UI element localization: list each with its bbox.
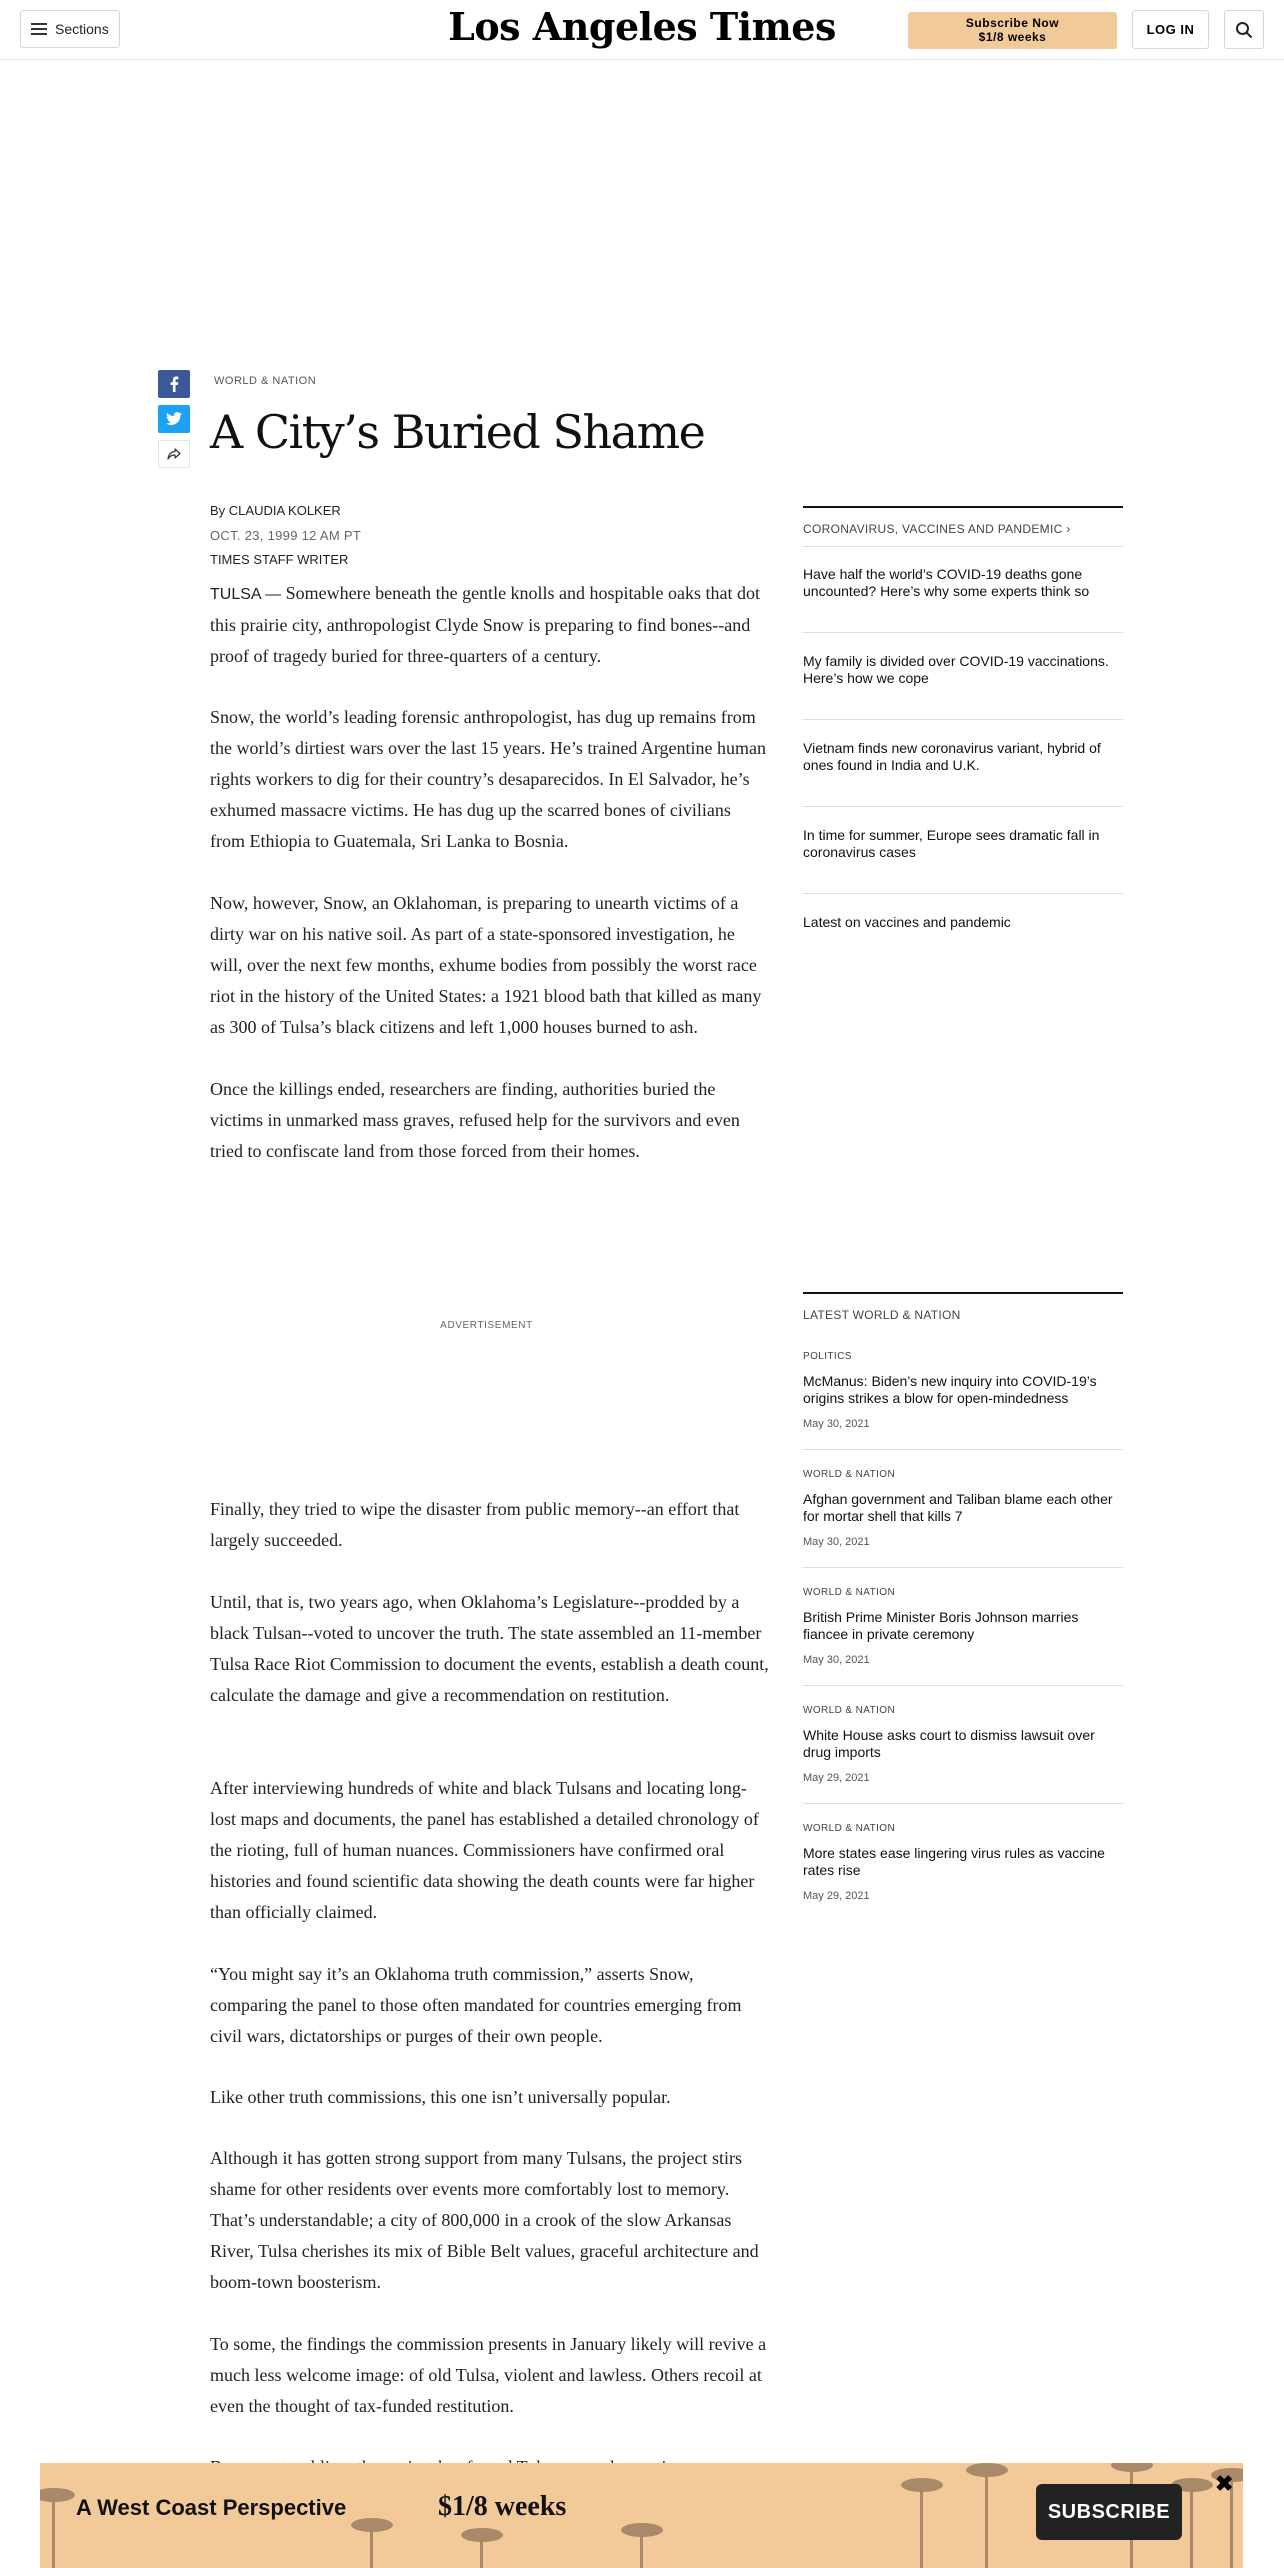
- article-paragraph: After interviewing hundreds of white and black Tulsans and locating long-lost maps and documents, the panel has established a detailed chronology of the rioting, full of human nuances. Commissioners have confirmed oral histories and found scientific data showing the death counts were far higher than officially claimed.: [210, 1778, 759, 1922]
- sidebar-divider: [803, 806, 1123, 807]
- article-headline: A City’s Buried Shame: [210, 405, 705, 459]
- facebook-share-button[interactable]: [158, 370, 190, 398]
- article-paragraph: Now, however, Snow, an Oklahoman, is preparing to unearth victims of a dirty war on his native soil. As part of a state-sponsored investigation, he will, over the next few months, exhume bodies from possibly the worst race riot in the history of the United States: a 1921 blood bath that killed as many as 300 of Tulsa’s black citizens and left 1,000 houses burned to ash.: [210, 893, 762, 1037]
- story-category[interactable]: POLITICS: [803, 1351, 852, 1362]
- search-icon: [1235, 21, 1253, 39]
- search-button[interactable]: [1224, 10, 1264, 49]
- paragraph-text: Somewhere beneath the gentle knolls and hospitable oaks that dot this prairie city, anthropologist Clyde Snow is preparing to find bones--and proof of tragedy buried for three-quarters of a century.: [210, 583, 761, 666]
- banner-title: A West Coast Perspective: [76, 2495, 347, 2520]
- author-title: TIMES STAFF WRITER: [210, 552, 349, 567]
- advertisement-label: ADVERTISEMENT: [440, 1320, 533, 1331]
- banner-subscribe-button[interactable]: SUBSCRIBE: [1036, 2484, 1182, 2540]
- article-paragraph: “You might say it’s an Oklahoma truth commission,” asserts Snow, comparing the panel to those often mandated for countries emerging from civil wars, dictatorships or purges of their own people.: [210, 1964, 742, 2046]
- facebook-icon: [169, 376, 179, 392]
- story-category[interactable]: WORLD & NATION: [803, 1705, 896, 1716]
- section-kicker[interactable]: WORLD & NATION: [214, 375, 317, 387]
- latest-story-link[interactable]: McManus: Biden’s new inquiry into COVID-19’s origins strikes a blow for open-mindedness: [803, 1373, 1097, 1406]
- sidebar-divider: [803, 1449, 1123, 1450]
- story-category[interactable]: WORLD & NATION: [803, 1823, 896, 1834]
- story-date: May 29, 2021: [803, 1772, 870, 1784]
- latest-module-title[interactable]: LATEST WORLD & NATION: [803, 1308, 961, 1322]
- article-paragraph: Until, that is, two years ago, when Oklahoma’s Legislature--prodded by a black Tulsan--voted to uncover the truth. The state assembled an 11-member Tulsa Race Riot Commission to document the events, establish a death count, calculate the damage and give a recommendation on restitution.: [210, 1592, 769, 1705]
- dateline-location: TULSA —: [210, 586, 282, 603]
- article-paragraph: Once the killings ended, researchers are finding, authorities buried the victims in unmarked mass graves, refused help for the survivors and even tried to confiscate land from those forced from their homes.: [210, 1079, 740, 1161]
- site-logo[interactable]: Los Angeles Times: [448, 4, 836, 49]
- covid-story-link[interactable]: Vietnam finds new coronavirus variant, hybrid of ones found in India and U.K.: [803, 740, 1101, 773]
- article-paragraph: Snow, the world’s leading forensic anthropologist, has dug up remains from the world’s dirtiest wars over the last 15 years. He’s trained Argentine human rights workers to dig for their country’s desaparecidos. In El Salvador, he’s exhumed massacre victims. He has dug up the scarred bones of civilians from Ethiopia to Guatemala, Sri Lanka to Bosnia.: [210, 707, 767, 851]
- latest-story-link[interactable]: Afghan government and Taliban blame each other for mortar shell that kills 7: [803, 1491, 1113, 1524]
- latest-story-link[interactable]: British Prime Minister Boris Johnson marries fiancee in private ceremony: [803, 1609, 1079, 1642]
- subscribe-line2: $1/8 weeks: [978, 30, 1047, 44]
- story-category[interactable]: WORLD & NATION: [803, 1469, 896, 1480]
- covid-story-link[interactable]: My family is divided over COVID-19 vaccinations. Here’s how we cope: [803, 653, 1109, 686]
- subscription-banner: [40, 2463, 1243, 2568]
- byline-prefix: By: [210, 503, 226, 518]
- sidebar-divider: [803, 546, 1123, 547]
- covid-module-title-text: CORONAVIRUS, VACCINES AND PANDEMIC: [803, 522, 1063, 536]
- chevron-right-icon: ›: [1066, 522, 1071, 536]
- byline: [210, 503, 341, 518]
- site-header: [0, 0, 1284, 60]
- subscribe-button[interactable]: [908, 12, 1117, 49]
- login-button[interactable]: LOG IN: [1132, 10, 1209, 49]
- sidebar-divider: [803, 1685, 1123, 1686]
- article-paragraph: Finally, they tried to wipe the disaster from public memory--an effort that largely succeeded.: [210, 1499, 740, 1550]
- covid-story-link[interactable]: In time for summer, Europe sees dramatic fall in coronavirus cases: [803, 827, 1100, 860]
- sidebar-rule: [803, 1292, 1123, 1294]
- story-date: May 30, 2021: [803, 1536, 870, 1548]
- sidebar-divider: [803, 1567, 1123, 1568]
- banner-price: $1/8 weeks: [438, 2491, 567, 2522]
- sidebar-divider: [803, 719, 1123, 720]
- covid-story-link[interactable]: Have half the world’s COVID-19 deaths gone uncounted? Here’s why some experts think so: [803, 566, 1090, 599]
- close-icon[interactable]: ✖: [1215, 2471, 1234, 2496]
- article-paragraph: Like other truth commissions, this one isn’t universally popular.: [210, 2087, 671, 2107]
- covid-module-title[interactable]: [803, 522, 1123, 536]
- sidebar-rule: [803, 506, 1123, 508]
- sidebar-divider: [803, 1803, 1123, 1804]
- share-arrow-icon: [167, 448, 181, 460]
- story-category[interactable]: WORLD & NATION: [803, 1587, 896, 1598]
- twitter-icon: [166, 412, 182, 426]
- article-paragraph: [210, 578, 770, 672]
- story-date: May 29, 2021: [803, 1890, 870, 1902]
- latest-story-link[interactable]: More states ease lingering virus rules as vaccine rates rise: [803, 1845, 1105, 1878]
- sidebar-divider: [803, 893, 1123, 894]
- publish-date: OCT. 23, 1999 12 AM PT: [210, 528, 362, 543]
- author-link[interactable]: CLAUDIA KOLKER: [228, 503, 341, 518]
- more-share-button[interactable]: [158, 440, 190, 468]
- twitter-share-button[interactable]: [158, 405, 190, 433]
- subscribe-line1: Subscribe Now: [965, 16, 1060, 30]
- sections-label: Sections: [55, 21, 109, 37]
- story-date: May 30, 2021: [803, 1654, 870, 1666]
- article-paragraph: Although it has gotten strong support from many Tulsans, the project stirs shame for other residents over events more comfortably lost to memory. That’s understandable; a city of 800,000 in a crook of the slow Arkansas River, Tulsa cherishes its mix of Bible Belt values, graceful architecture and boom-town boosterism.: [210, 2148, 759, 2292]
- covid-latest-link[interactable]: Latest on vaccines and pandemic: [803, 914, 1011, 930]
- latest-story-link[interactable]: White House asks court to dismiss lawsuit over drug imports: [803, 1727, 1095, 1760]
- story-date: May 30, 2021: [803, 1418, 870, 1430]
- article-paragraph: To some, the findings the commission presents in January likely will revive a much less welcome image: of old Tulsa, violent and lawless. Others recoil at even the thought of tax-funded restitution.: [210, 2334, 767, 2416]
- sidebar-divider: [803, 632, 1123, 633]
